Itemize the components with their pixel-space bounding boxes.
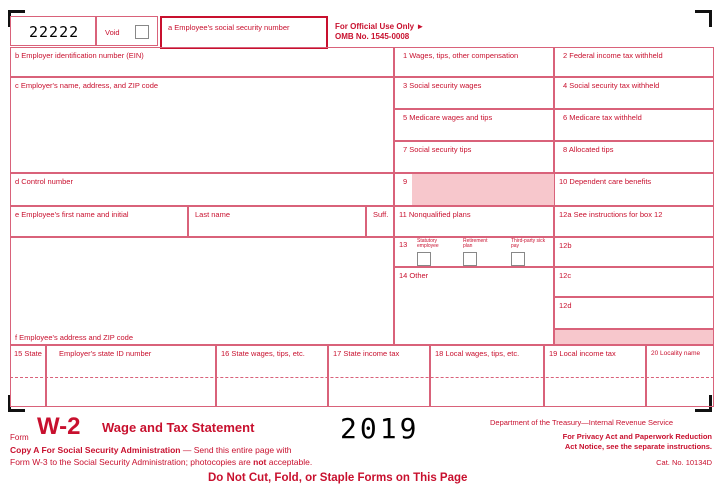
box-1-label: 1 Wages, tips, other compensation — [403, 51, 519, 60]
retirement-label: Retirement plan — [463, 238, 488, 249]
third-party-label: Third-party sick pay — [511, 238, 546, 249]
box-7[interactable] — [394, 141, 554, 173]
box-e-suffix[interactable] — [366, 206, 394, 237]
box-14[interactable] — [394, 267, 554, 345]
omb-number: OMB No. 1545-0008 — [335, 32, 410, 41]
box-18[interactable] — [430, 345, 544, 407]
statutory-label: Statutory employee — [417, 238, 439, 249]
box-d-label: d Control number — [15, 177, 73, 186]
form-code: W-2 — [37, 413, 81, 440]
box-3-label: 3 Social security wages — [403, 81, 482, 90]
box-12a[interactable] — [554, 206, 714, 237]
form-word: Form — [10, 433, 29, 442]
tax-year: 2019 — [340, 412, 420, 445]
box-10-label: 10 Dependent care benefits — [559, 177, 652, 186]
box-2[interactable] — [554, 47, 714, 77]
box-9 — [394, 173, 554, 206]
box-f-label: f Employee's address and ZIP code — [15, 333, 134, 342]
state-row-divider — [10, 377, 714, 378]
copy-a-rest: — Send this entire page with — [180, 445, 292, 455]
void-checkbox[interactable] — [135, 25, 149, 39]
box-9-shading — [412, 174, 554, 205]
box-f-address[interactable] — [10, 237, 394, 345]
box-12d-label: 12d — [559, 301, 572, 310]
box-9-label: 9 — [403, 177, 408, 186]
box-c-label: c Employer's name, address, and ZIP code — [15, 81, 159, 90]
box-11-label: 11 Nonqualified plans — [399, 210, 471, 219]
box-10[interactable] — [554, 173, 714, 206]
box-20[interactable] — [646, 345, 714, 407]
ssn-box[interactable] — [160, 16, 328, 49]
copy-a-line2-pre: Form W-3 to the Social Security Administration; photocopies are — [10, 457, 254, 467]
box-e-first-label: e Employee's first name and initial — [15, 210, 129, 219]
box-14-label: 14 Other — [399, 271, 429, 280]
retirement-checkbox[interactable] — [463, 252, 477, 266]
box-15-id-label: Employer's state ID number — [59, 349, 152, 358]
statutory-checkbox[interactable] — [417, 252, 431, 266]
box-15-state-label: 15 State — [14, 349, 42, 358]
form-title: Wage and Tax Statement — [102, 420, 255, 435]
control-code: 22222 — [29, 23, 80, 41]
copy-a-line2-post: acceptable. — [266, 457, 313, 467]
box-12b[interactable] — [554, 237, 714, 267]
box-e-last-label: Last name — [195, 210, 231, 219]
box-b-label: b Employer identification number (EIN) — [15, 51, 144, 60]
copy-a-bold: Copy A For Social Security Administration — [10, 445, 181, 455]
third-party-checkbox[interactable] — [511, 252, 525, 266]
box-17-label: 17 State income tax — [333, 349, 400, 358]
control-code-box — [10, 16, 96, 46]
box-12c[interactable] — [554, 267, 714, 297]
box-15-state[interactable] — [10, 345, 46, 407]
box-e-first-name[interactable] — [10, 206, 188, 237]
box-20-label: 20 Locality name — [651, 350, 701, 357]
void-label: Void — [105, 28, 120, 37]
box-e-last-name[interactable] — [188, 206, 366, 237]
ssn-label: a Employee's social security number — [168, 23, 290, 32]
box-19-label: 19 Local income tax — [549, 349, 616, 358]
box-2-label: 2 Federal income tax withheld — [563, 51, 663, 60]
copy-a-line-1 — [10, 445, 292, 455]
box-6-label: 6 Medicare tax withheld — [563, 113, 642, 122]
box-19[interactable] — [544, 345, 646, 407]
box-12a-label: 12a See instructions for box 12 — [559, 210, 663, 219]
box-8[interactable] — [554, 141, 714, 173]
copy-a-not: not — [253, 457, 267, 467]
box-16-label: 16 State wages, tips, etc. — [221, 349, 305, 358]
copy-a-line-2 — [10, 457, 312, 467]
void-box — [96, 16, 158, 46]
box-d-control-number[interactable] — [10, 173, 394, 206]
box-7-label: 7 Social security tips — [403, 145, 472, 154]
box-1[interactable] — [394, 47, 554, 77]
box-b-ein[interactable] — [10, 47, 394, 77]
box-12c-label: 12c — [559, 271, 572, 280]
department-label: Department of the Treasury—Internal Revenue Service — [490, 418, 674, 427]
box-8-label: 8 Allocated tips — [563, 145, 614, 154]
catalog-number: Cat. No. 10134D — [656, 458, 712, 467]
do-not-cut-notice: Do Not Cut, Fold, or Staple Forms on This Page — [208, 472, 468, 484]
privacy-line-1: For Privacy Act and Paperwork Reduction — [562, 432, 712, 441]
box-12b-label: 12b — [559, 241, 572, 250]
box-5-label: 5 Medicare wages and tips — [403, 113, 493, 122]
corner-mark-top-right — [695, 10, 712, 27]
box-12d-shading — [554, 329, 714, 345]
box-3[interactable] — [394, 77, 554, 109]
box-6[interactable] — [554, 109, 714, 141]
box-16[interactable] — [216, 345, 328, 407]
box-11[interactable] — [394, 206, 554, 237]
box-17[interactable] — [328, 345, 430, 407]
box-c-employer[interactable] — [10, 77, 394, 173]
box-13-label: 13 — [399, 240, 408, 249]
box-15-employer-id[interactable] — [46, 345, 216, 407]
box-4-label: 4 Social security tax withheld — [563, 81, 660, 90]
official-use-label: For Official Use Only ► — [335, 22, 425, 31]
box-18-label: 18 Local wages, tips, etc. — [435, 349, 520, 358]
box-12d[interactable] — [554, 297, 714, 329]
box-4[interactable] — [554, 77, 714, 109]
box-5[interactable] — [394, 109, 554, 141]
box-13 — [394, 237, 554, 267]
privacy-line-2: Act Notice, see the separate instructions. — [564, 442, 712, 451]
box-e-suffix-label: Suff. — [373, 210, 389, 219]
